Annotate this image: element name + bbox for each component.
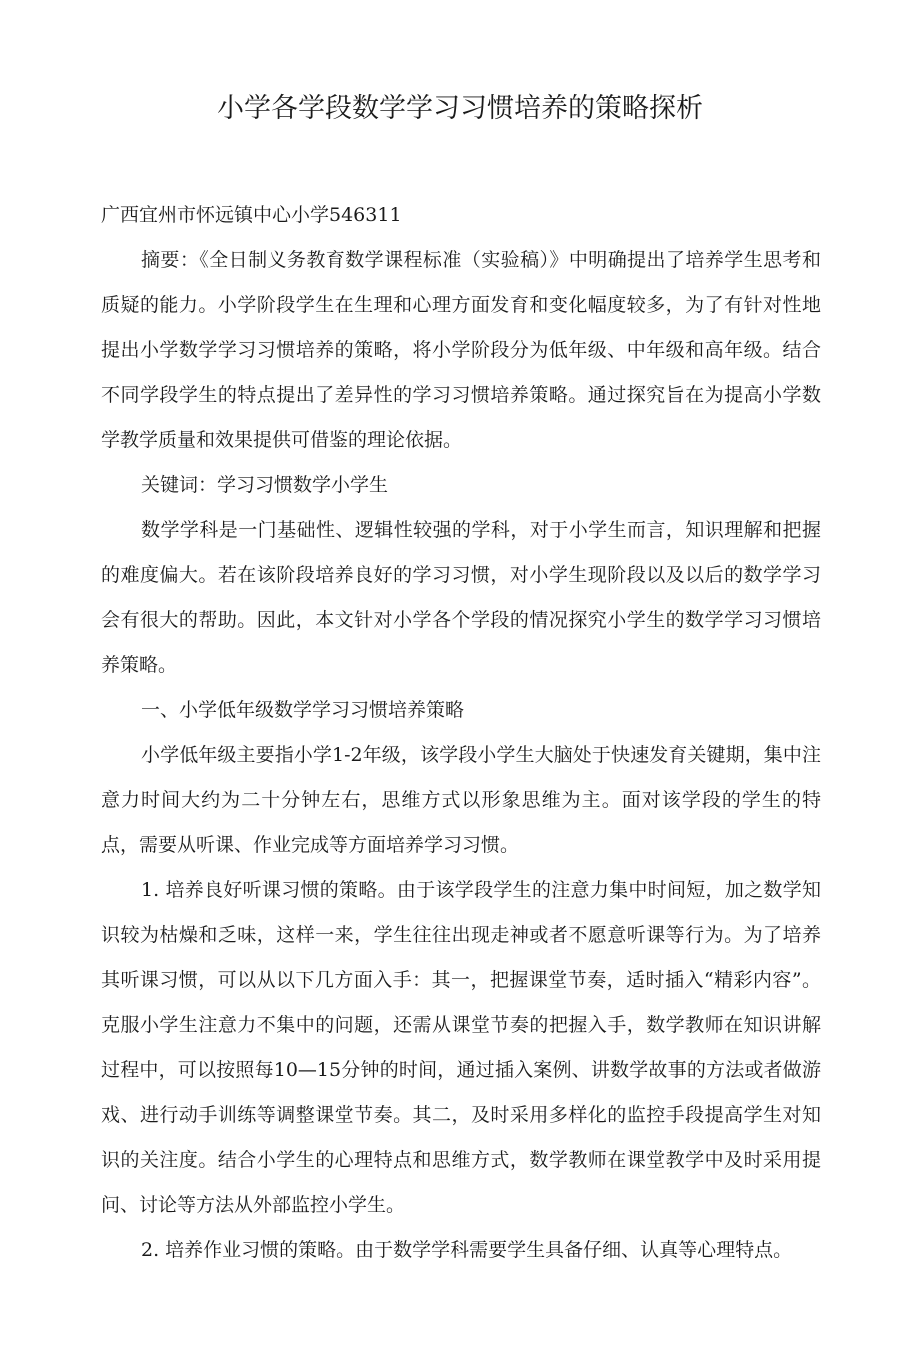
document-body: [101, 193, 821, 1273]
section-1-paragraph: 小学低年级主要指小学1-2年级，该学段小学生大脑处于快速发育关键期，集中注意力时间大约为二十分钟左右，思维方式以形象思维为主。面对该学段的学生的特点，需要从听课、作业完成等方面培养学习习惯。: [101, 744, 821, 856]
homework-habit-paragraph: 2. 培养作业习惯的策略。由于数学学科需要学生具备仔细、认真等心理特点。: [141, 1239, 793, 1261]
listening-habit-paragraph: 1. 培养良好听课习惯的策略。由于该学段学生的注意力集中时间短，加之数学知识较为枯燥和乏味，这样一来，学生往往出现走神或者不愿意听课等行为。为了培养其听课习惯，可以从以下几方面入手：其一，把握课堂节奏，适时插入“精彩内容”。克服小学生注意力不集中的问题，还需从课堂节奏的把握入手，数学教师在知识讲解过程中，可以按照每10—15分钟的时间，通过插入案例、讲数学故事的方法或者做游戏、进行动手训练等调整课堂节奏。其二，及时采用多样化的监控手段提高学生对知识的关注度。结合小学生的心理特点和思维方式，数学教师在课堂教学中及时采用提问、讨论等方法从外部监控小学生。: [101, 879, 821, 1216]
abstract-paragraph: 摘要：《全日制义务教育数学课程标准（实验稿）》中明确提出了培养学生思考和质疑的能力。小学阶段学生在生理和心理方面发育和变化幅度较多，为了有针对性地提出小学数学学习习惯培养的策略，将小学阶段分为低年级、中年级和高年级。结合不同学段学生的特点提出了差异性的学习习惯培养策略。通过探究旨在为提高小学数学教学质量和效果提供可借鉴的理论依据。: [101, 249, 821, 451]
keywords-paragraph: 关键词：学习习惯数学小学生: [141, 474, 389, 496]
author-affiliation: 广西宜州市怀远镇中心小学546311: [101, 204, 402, 226]
document-title: 小学各学段数学学习习惯培养的策略探析: [217, 93, 703, 124]
intro-paragraph: 数学学科是一门基础性、逻辑性较强的学科，对于小学生而言，知识理解和把握的难度偏大。若在该阶段培养良好的学习习惯，对小学生现阶段以及以后的数学学习会有很大的帮助。因此，本文针对小学各个学段的情况探究小学生的数学学习习惯培养策略。: [101, 519, 821, 676]
section-heading-1: 一、小学低年级数学学习习惯培养策略: [141, 699, 465, 721]
